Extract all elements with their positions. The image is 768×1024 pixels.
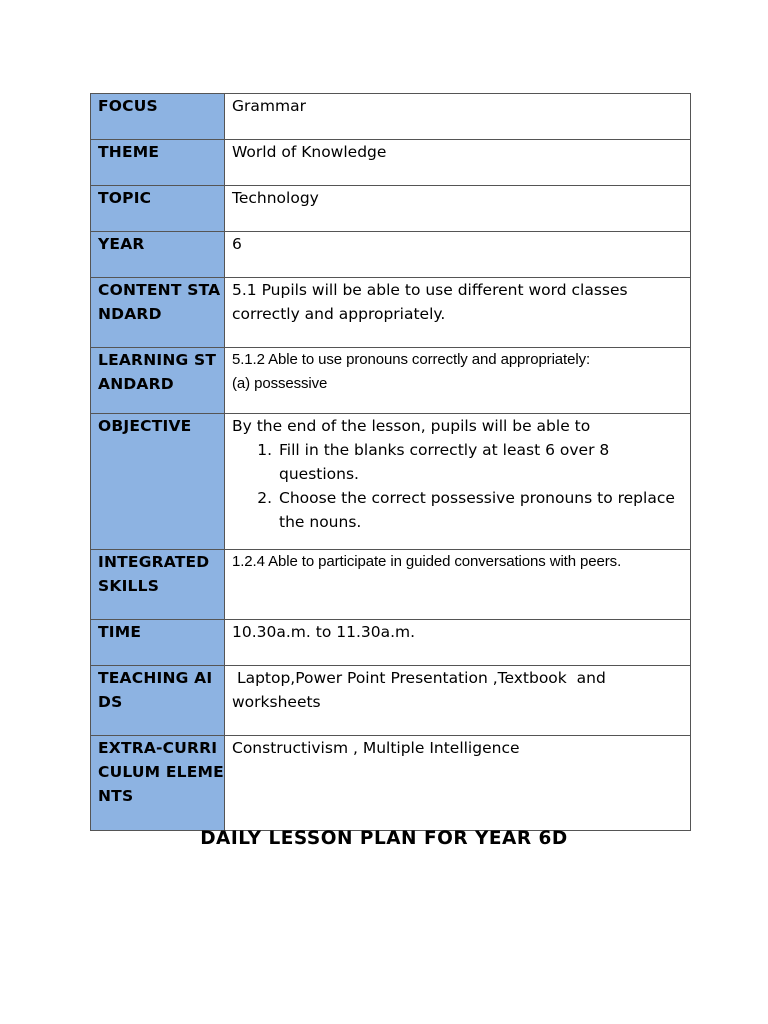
time-value: 10.30a.m. to 11.30a.m.: [225, 620, 691, 666]
objective-item: 2. Choose the correct possessive pronouns to replace the nouns.: [277, 486, 690, 534]
integrated-skills-label: INTEGRATED SKILLS: [91, 550, 225, 620]
row-extra-curriculum: [91, 736, 691, 831]
learning-standard-line-1: 5.1.2 Able to use pronouns correctly and appropriately:: [232, 351, 591, 368]
objective-intro: By the end of the lesson, pupils will be able to: [232, 417, 591, 435]
row-focus: [91, 94, 691, 140]
focus-value: Grammar: [225, 94, 691, 140]
focus-label: FOCUS: [91, 94, 225, 140]
teaching-aids-label: TEACHING AIDS: [91, 666, 225, 736]
extra-curriculum-label: EXTRA-CURRICULUM ELEMENTS: [91, 736, 225, 831]
theme-value: World of Knowledge: [225, 140, 691, 186]
topic-label: TOPIC: [91, 186, 225, 232]
topic-value: Technology: [225, 186, 691, 232]
objective-label: OBJECTIVE: [91, 414, 225, 550]
row-year: [91, 232, 691, 278]
row-content-standard: [91, 278, 691, 348]
year-label: YEAR: [91, 232, 225, 278]
theme-label: THEME: [91, 140, 225, 186]
row-topic: [91, 186, 691, 232]
teaching-aids-value: Laptop,Power Point Presentation ,Textbook and worksheets: [225, 666, 691, 736]
time-label: TIME: [91, 620, 225, 666]
row-theme: [91, 140, 691, 186]
row-teaching-aids: [91, 666, 691, 736]
row-time: [91, 620, 691, 666]
row-learning-standard: [91, 348, 691, 414]
objective-value: [225, 414, 691, 550]
objective-list: [232, 438, 690, 534]
lesson-plan-table: [90, 93, 691, 831]
row-integrated-skills: [91, 550, 691, 620]
year-value: 6: [225, 232, 691, 278]
integrated-skills-value: 1.2.4 Able to participate in guided conversations with peers.: [225, 550, 691, 620]
document-title: DAILY LESSON PLAN FOR YEAR 6D: [200, 828, 568, 849]
learning-standard-value: [225, 348, 691, 414]
learning-standard-label: LEARNING STANDARD: [91, 348, 225, 414]
learning-standard-line-2: (a) possessive: [232, 375, 328, 392]
content-standard-label: CONTENT STANDARD: [91, 278, 225, 348]
content-standard-value: 5.1 Pupils will be able to use different word classes correctly and appropriately.: [225, 278, 691, 348]
objective-item: 1. Fill in the blanks correctly at least 6 over 8 questions.: [277, 438, 690, 486]
extra-curriculum-value: Constructivism , Multiple Intelligence: [225, 736, 691, 831]
row-objective: [91, 414, 691, 550]
